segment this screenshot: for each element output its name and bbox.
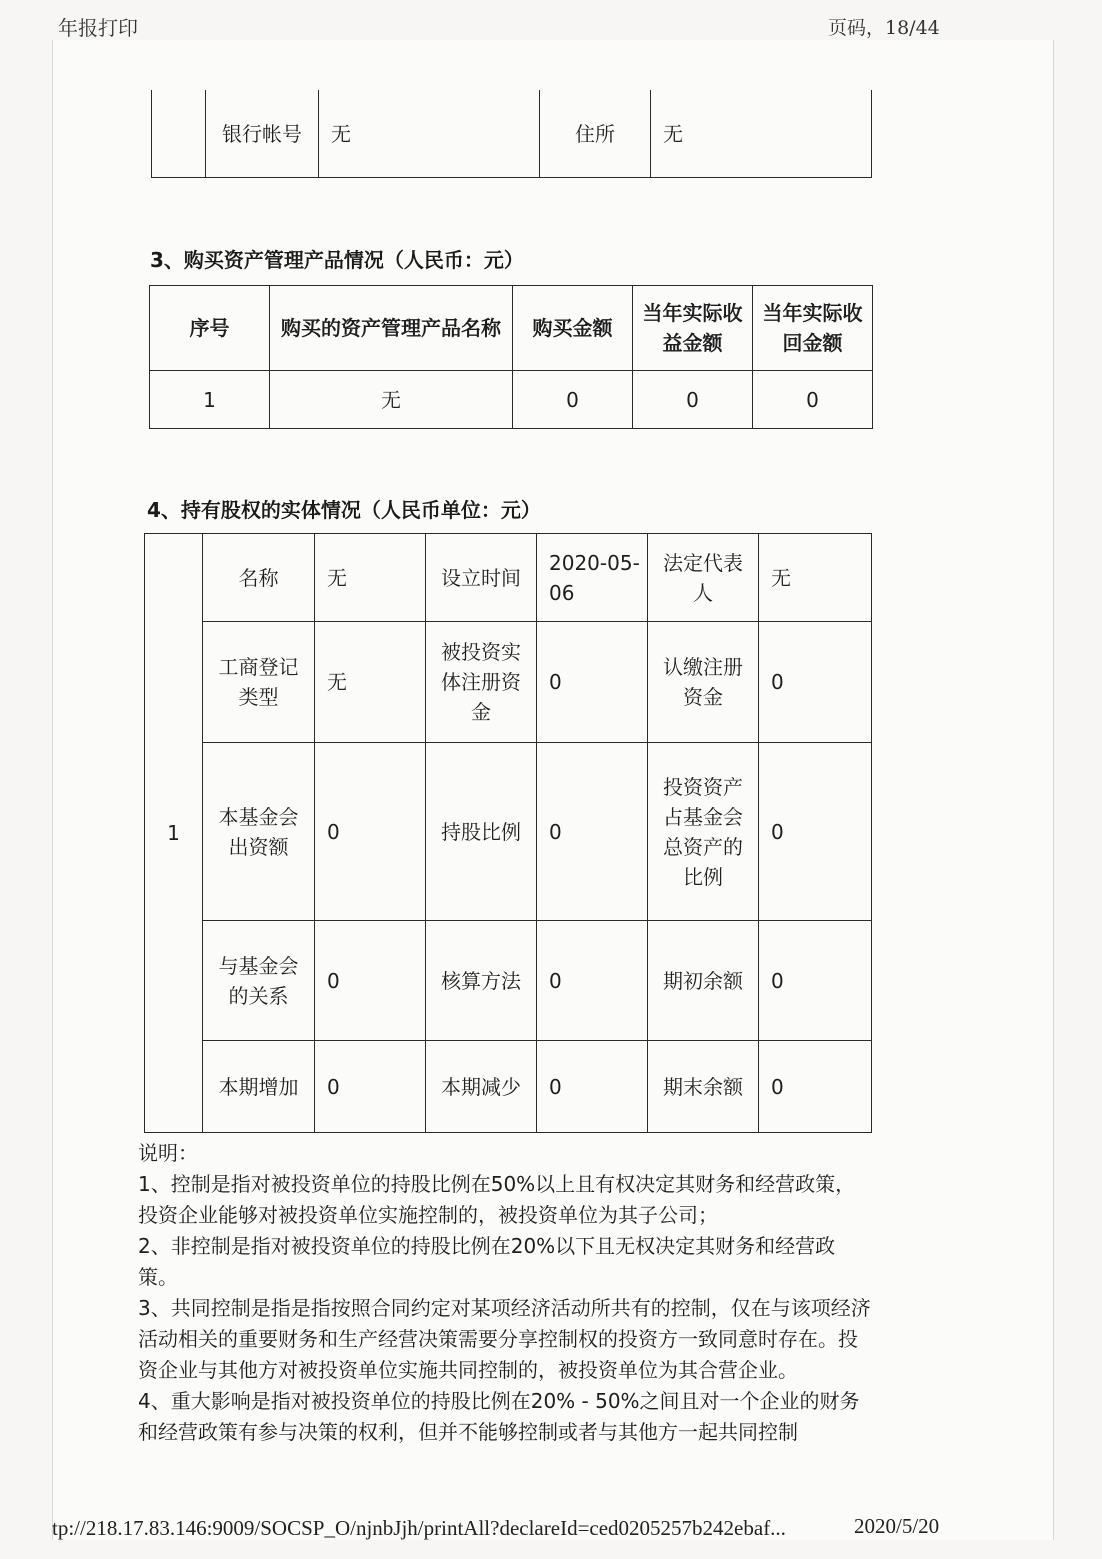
legal-rep-label: 法定代表人 xyxy=(648,534,759,622)
equity-entity-table xyxy=(144,533,872,1133)
closing-balance-label: 期末余额 xyxy=(648,1041,759,1133)
name-label: 名称 xyxy=(203,534,315,622)
relation-label: 与基金会的关系 xyxy=(203,921,315,1041)
foundation-contribution-value: 0 xyxy=(315,743,426,921)
table-row xyxy=(145,743,872,921)
increase-label: 本期增加 xyxy=(203,1041,315,1133)
bank-account-value: 无 xyxy=(319,90,540,178)
table-row xyxy=(145,1041,872,1133)
entity-index: 1 xyxy=(145,534,203,1133)
name-value: 无 xyxy=(315,534,426,622)
foundation-contribution-label: 本基金会出资额 xyxy=(203,743,315,921)
section-3-title: 3、购买资产管理产品情况（人民币：元） xyxy=(150,248,524,272)
opening-balance-label: 期初余额 xyxy=(648,921,759,1041)
relation-value: 0 xyxy=(315,921,426,1041)
asset-ratio-value: 0 xyxy=(759,743,872,921)
col-header-purchase-amount: 购买金额 xyxy=(513,286,633,371)
opening-balance-value: 0 xyxy=(759,921,872,1041)
bank-account-label: 银行帐号 xyxy=(206,90,319,178)
subscribed-capital-value: 0 xyxy=(759,622,872,743)
closing-balance-value: 0 xyxy=(759,1041,872,1133)
increase-value: 0 xyxy=(315,1041,426,1133)
col-header-income: 当年实际收益金额 xyxy=(633,286,753,371)
share-ratio-label: 持股比例 xyxy=(426,743,537,921)
share-ratio-value: 0 xyxy=(537,743,648,921)
address-label: 住所 xyxy=(540,90,651,178)
decrease-label: 本期减少 xyxy=(426,1041,537,1133)
invested-capital-value: 0 xyxy=(537,622,648,743)
address-value: 无 xyxy=(651,90,872,178)
accounting-method-value: 0 xyxy=(537,921,648,1041)
note-item: 3、共同控制是指是指按照合同约定对某项经济活动所共有的控制，仅在与该项经济活动相关的重要财务和生产经营决策需要分享控制权的投资方一致同意时存在。投资企业与其他方对被投资单位实施共同控制的，被投资单位为其合营企业。 xyxy=(138,1296,871,1382)
table-cell-empty xyxy=(152,90,206,178)
col-header-index: 序号 xyxy=(150,286,270,371)
header-title: 年报打印 xyxy=(58,16,138,40)
notes-heading: 说明： xyxy=(138,1141,198,1165)
legal-rep-value: 无 xyxy=(759,534,872,622)
table-row xyxy=(145,921,872,1041)
table-row xyxy=(145,622,872,743)
row-purchase-amount: 0 xyxy=(513,371,633,429)
invested-capital-label: 被投资实体注册资金 xyxy=(426,622,537,743)
section-4-title: 4、持有股权的实体情况（人民币单位：元） xyxy=(147,498,541,522)
note-item: 1、控制是指对被投资单位的持股比例在50%以上且有权决定其财务和经营政策，投资企业能够对被投资单位实施控制的，被投资单位为其子公司； xyxy=(138,1172,856,1227)
table-row xyxy=(150,371,873,429)
table-header-row xyxy=(150,286,873,371)
asset-products-table xyxy=(149,285,873,429)
accounting-method-label: 核算方法 xyxy=(426,921,537,1041)
bank-account-table xyxy=(151,90,872,178)
row-index: 1 xyxy=(150,371,270,429)
table-row xyxy=(145,534,872,622)
row-recovered: 0 xyxy=(753,371,873,429)
subscribed-capital-label: 认缴注册资金 xyxy=(648,622,759,743)
decrease-value: 0 xyxy=(537,1041,648,1133)
col-header-recovered: 当年实际收回金额 xyxy=(753,286,873,371)
asset-ratio-label: 投资资产占基金会总资产的比例 xyxy=(648,743,759,921)
row-product-name: 无 xyxy=(270,371,513,429)
footer-date: 2020/5/20 xyxy=(854,1514,940,1538)
reg-type-label: 工商登记类型 xyxy=(203,622,315,743)
notes-section xyxy=(138,1138,873,1448)
founded-value: 2020-05-06 xyxy=(537,534,648,622)
col-header-product-name: 购买的资产管理产品名称 xyxy=(270,286,513,371)
note-item: 2、非控制是指对被投资单位的持股比例在20%以下且无权决定其财务和经营政策。 xyxy=(138,1234,836,1289)
row-income: 0 xyxy=(633,371,753,429)
note-item: 4、重大影响是指对被投资单位的持股比例在20% - 50%之间且对一个企业的财务和经营政策有参与决策的权利，但并不能够控制或者与其他方一起共同控制 xyxy=(138,1389,860,1444)
reg-type-value: 无 xyxy=(315,622,426,743)
founded-label: 设立时间 xyxy=(426,534,537,622)
page-number: 页码，18/44 xyxy=(828,17,940,39)
footer-url: tp://218.17.83.146:9009/SOCSP_O/njnbJjh/printAll?declareId=ced0205257b242ebaf... xyxy=(52,1516,786,1540)
